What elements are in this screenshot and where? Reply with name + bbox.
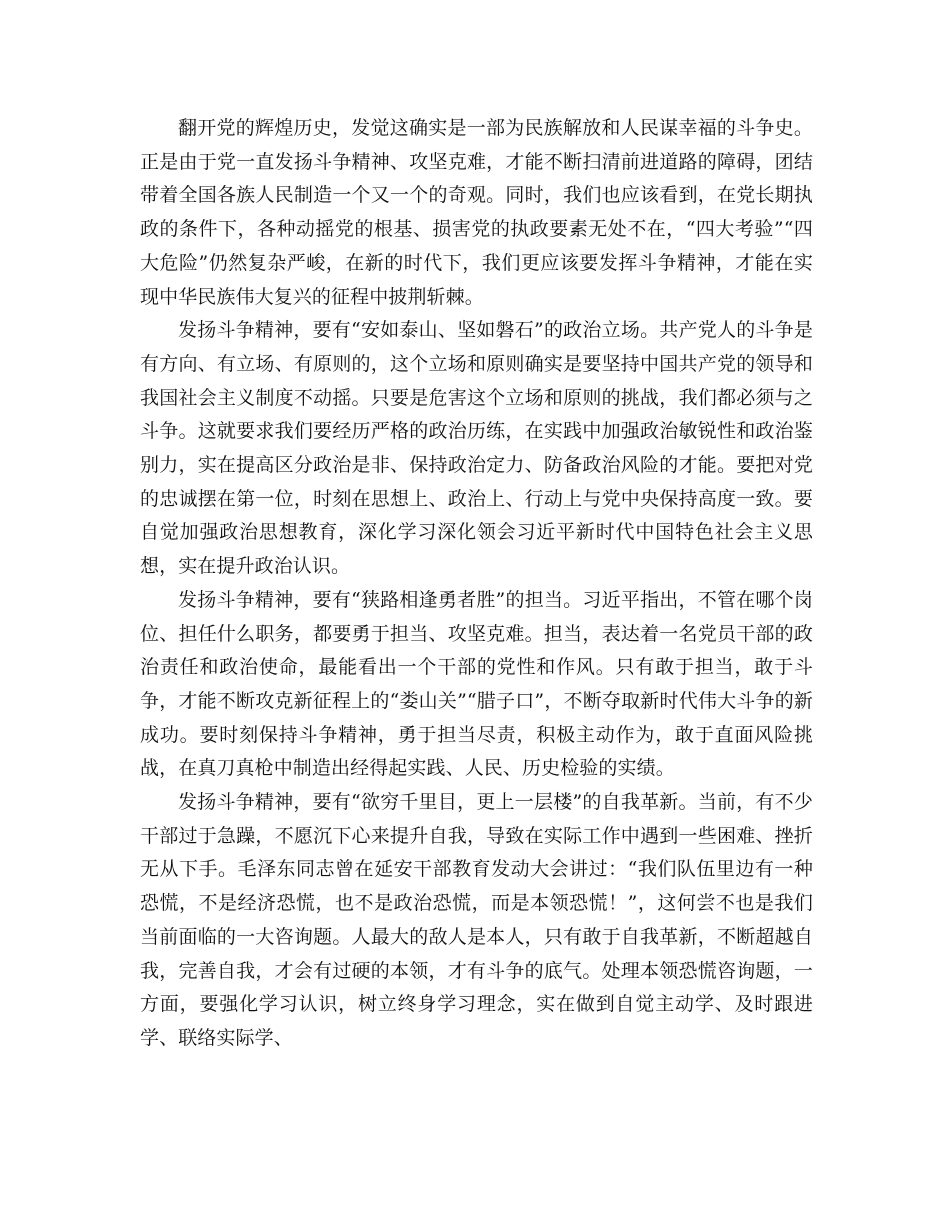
paragraph-1: 翻开党的辉煌历史，发觉这确实是一部为民族解放和人民谋幸福的斗争史。正是由于党一直发扬斗争精神、攻坚克难，才能不断扫清前进道路的障碍，团结带着全国各族人民制造一个又一个的奇观。同时，我们也应该看到，在党长期执政的条件下，各种动摇党的根基、损害党的执政要素无处不在，“四大考验”“四大危险”仍然复杂严峻，在新的时代下，我们更应该要发挥斗争精神，才能在实现中华民族伟大复兴的征程中披荆斩棘。 <box>140 117 813 308</box>
paragraph-3: 发扬斗争精神，要有“狭路相逢勇者胜”的担当。习近平指出，不管在哪个岗位、担任什么职务，都要勇于担当、攻坚克难。担当，表达着一名党员干部的政治责任和政治使命，最能看出一个干部的党性和作风。只有敢于担当，敢于斗争，才能不断攻克新征程上的“娄山关”“腊子口”，不断夺取新时代伟大斗争的新成功。要时刻保持斗争精神，勇于担当尽责，积极主动作为，敢于直面风险挑战，在真刀真枪中制造出经得起实践、人民、历史检验的实绩。 <box>140 588 813 780</box>
paragraph-4: 发扬斗争精神，要有“欲穷千里目，更上一层楼”的自我革新。当前，有不少干部过于急躁，不愿沉下心来提升自我，导致在实际工作中遇到一些困难、挫折无从下手。毛泽东同志曾在延安干部教育发动大会讲过：“我们队伍里边有一种恐慌，不是经济恐慌，也不是政治恐慌，而是本领恐慌！”，这何尝不也是我们当前面临的一大咨询题。人最大的敌人是本人，只有敢于自我革新，不断超越自我，完善自我，才会有过硬的本领，才有斗争的底气。处理本领恐慌咨询题，一方面，要强化学习认识，树立终身学习理念，实在做到自觉主动学、及时跟进学、联络实际学、 <box>140 791 813 1049</box>
paragraph-2: 发扬斗争精神，要有“安如泰山、坚如磐石”的政治立场。共产党人的斗争是有方向、有立场、有原则的，这个立场和原则确实是要坚持中国共产党的领导和我国社会主义制度不动摇。只要是危害这个立场和原则的挑战，我们都必须与之斗争。这就要求我们要经历严格的政治历练，在实践中加强政治敏锐性和政治鉴别力，实在提高区分政治是非、保持政治定力、防备政治风险的才能。要把对党的忠诚摆在第一位，时刻在思想上、政治上、行动上与党中央保持高度一致。要自觉加强政治思想教育，深化学习深化领会习近平新时代中国特色社会主义思想，实在提升政治认识。 <box>140 319 813 578</box>
document-body <box>140 112 813 1056</box>
